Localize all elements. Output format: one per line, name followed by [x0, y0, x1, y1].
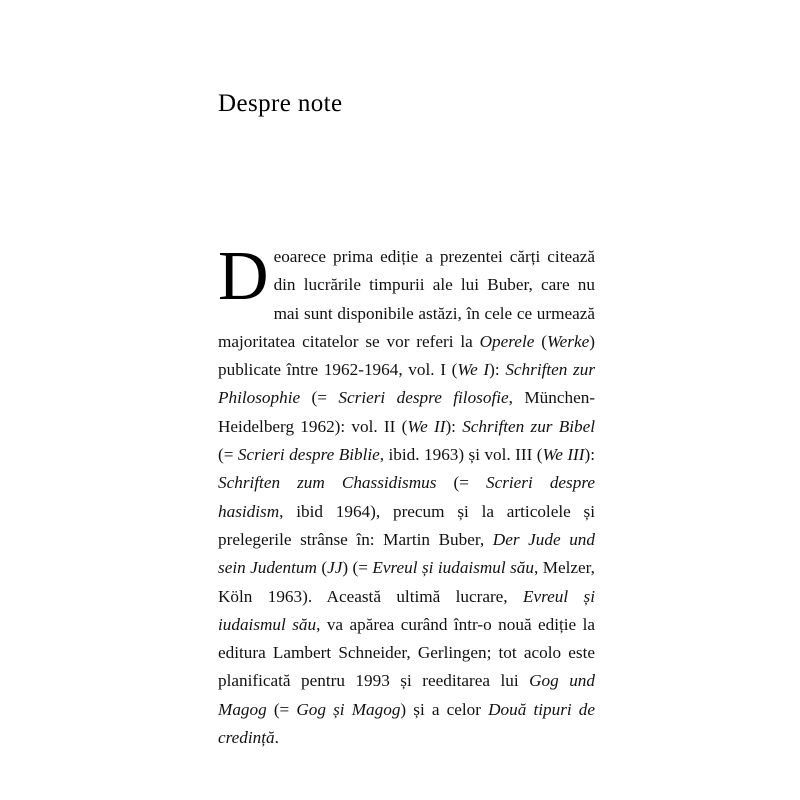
italic-run: We III — [542, 445, 585, 465]
text-run: (= — [436, 473, 486, 493]
italic-run: We II — [407, 416, 446, 436]
page-title: Despre note — [218, 90, 343, 117]
body-block — [218, 238, 596, 752]
italic-run: Două tipuri de credință — [218, 699, 596, 748]
text-run: ) (= — [342, 558, 373, 578]
text-run: , va apărea curând într-o nouă ediție la editura Lambert Schneider, Gerlingen; tot acolo este planificată pentru 1993 și reeditarea lui — [218, 614, 595, 691]
text-run: , München-Heidelberg 1962): vol. II ( — [218, 388, 596, 436]
text-run: ): — [445, 416, 463, 436]
drop-cap: D — [218, 238, 269, 315]
text-run: ): — [489, 360, 506, 380]
text-run: ) publicate între 1962-1964, vol. I ( — [218, 331, 595, 380]
italic-run: Gog și Magog — [296, 699, 401, 719]
italic-run: Werke — [546, 331, 590, 351]
italic-run: Scrieri despre hasidism — [218, 473, 596, 521]
text-run: ( — [534, 331, 547, 351]
text-run: , ibid 1964), precum și la articolele și prelegerile strânse în: Martin Buber, — [218, 501, 595, 549]
text-run: (= — [266, 699, 297, 719]
text-run: , ibid. 1963) și vol. III ( — [379, 445, 543, 465]
italic-run: Der Jude und sein Judentum — [218, 529, 595, 578]
italic-run: Scrieri despre filosofie — [338, 388, 509, 408]
text-run: ) și a celor — [400, 699, 489, 719]
text-run: , Melzer, Köln 1963). Această ultimă lucrare, — [218, 558, 595, 606]
italic-run: Operele — [479, 331, 535, 351]
italic-run: We I — [457, 360, 490, 380]
italic-run: Evreul și iudaismul său — [372, 558, 534, 578]
italic-run: JJ — [327, 558, 343, 578]
body-paragraph — [218, 238, 596, 752]
text-run: . — [274, 728, 279, 748]
italic-run: Schriften zur Philosophie — [218, 360, 596, 408]
text-run: eoarece prima ediție a prezentei cărți citează din lucrările timpurii ale lui Buber, care nu mai sunt disponibile astăzi, în cele ce urmează majoritatea citatelor se vor referi la — [218, 247, 595, 351]
italic-run: Gog und Magog — [218, 671, 595, 719]
text-run: (= — [300, 388, 339, 408]
italic-run: Schriften zum Chassidismus — [218, 473, 437, 493]
italic-run: Schriften zur Bibel — [462, 416, 596, 436]
paragraph-runs — [218, 238, 596, 748]
text-run: ( — [316, 558, 328, 578]
text-run: (= — [218, 445, 238, 465]
italic-run: Scrieri despre Biblie — [237, 445, 380, 465]
text-run: ): — [584, 445, 595, 465]
italic-run: Evreul și iudaismul său — [218, 586, 595, 634]
